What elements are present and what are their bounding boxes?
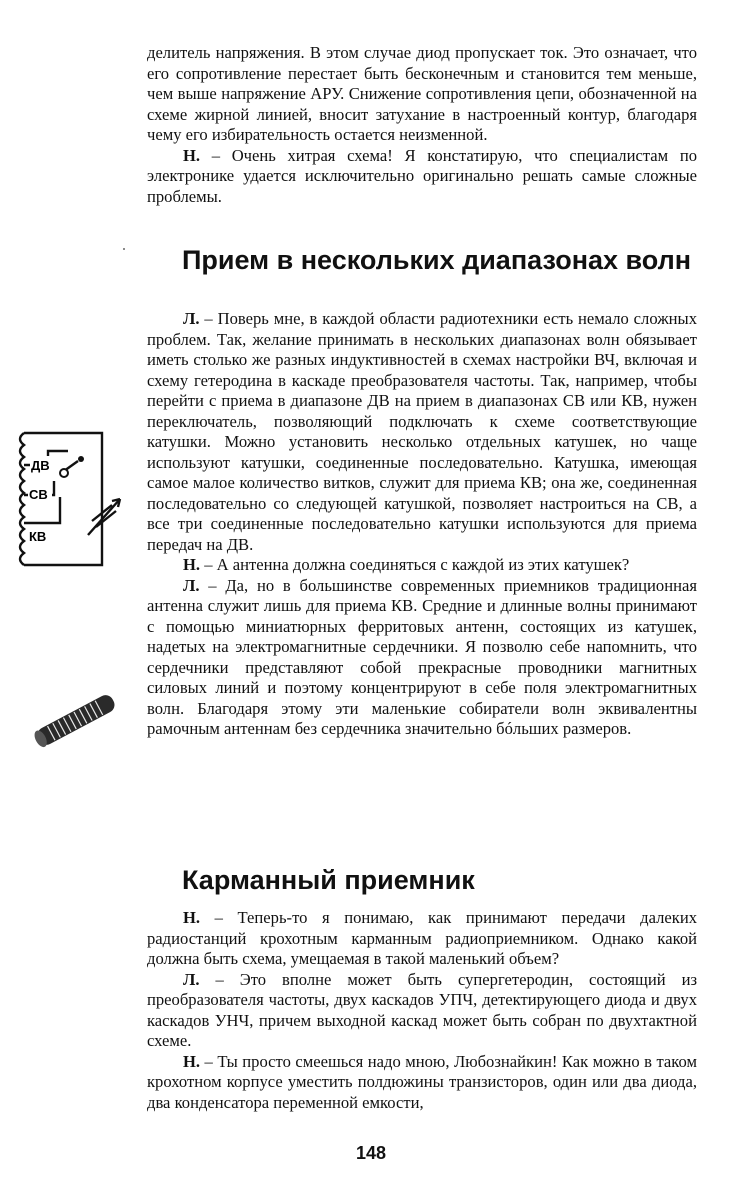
paragraph <box>147 1052 697 1114</box>
paragraph <box>147 576 697 740</box>
paragraph <box>147 309 697 555</box>
speaker-label: Л. <box>183 575 200 595</box>
label-dv: ДВ <box>31 458 50 473</box>
speaker-label: Н. <box>183 555 201 574</box>
paragraph-text: – Это вполне может быть супергетеродин, состоящий из преобразователя частоты, двух каскадов УПЧ, детектирующего диода и двух каскадов УНЧ, причем выходной каскад может быть собран по двухтактной схеме. <box>147 969 697 1050</box>
section-1-heading-block <box>147 246 697 275</box>
paragraph-text: – Теперь-то я понимаю, как принимают передачи далеких радиостанций крохотным карманным радиоприемником. Однако какой должна быть схема, умещаемая в такой маленький объем? <box>147 908 697 968</box>
coil-winding <box>20 433 24 565</box>
label-kv: КВ <box>29 529 47 544</box>
paragraph-text: – Да, но в большинстве современных приемников традиционная антенна служит лишь для приема КВ. Средние и длинные волны принимают с помощью миниатюрных ферритовых антенн, состоящих из катушек, надетых на электромагнитные сердечники. Я позволю себе напомнить, что сердечники представляют собой прекрасные проводники магнитных силовых линий и поэтому концентрируют в себе поля электромагнитных волн. Благодаря этому эти маленькие собиратели волн эквивалентны рамочным антеннам без сердечника значительно бóльших размеров. <box>147 575 697 738</box>
paragraph <box>147 555 697 576</box>
section-heading: Карманный приемник <box>182 865 475 895</box>
speaker-label: Л. <box>183 309 200 328</box>
paragraph <box>147 908 697 970</box>
switch-contact-icon <box>60 469 68 477</box>
intro-block <box>147 43 697 207</box>
print-speck <box>123 248 125 250</box>
speaker-label: Н. <box>183 908 201 927</box>
speaker-label: Н. <box>183 145 201 165</box>
section-1-body <box>147 309 697 740</box>
speaker-label: Н. <box>183 1051 201 1071</box>
paragraph-text: – Очень хитрая схема! Я констатирую, что специалистам по электронике удается исключительно оригинально решать самые сложные проблемы. <box>147 145 697 206</box>
ferrite-antenna-illustration <box>28 690 124 750</box>
paragraph-text: – А антенна должна соединяться с каждой из этих катушек? <box>200 555 630 574</box>
page-number: 148 <box>355 1143 387 1163</box>
paragraph-text: – Ты просто смеешься надо мною, Любознайкин! Как можно в таком крохотном корпусе уместить полдюжины транзисторов, один или два диода, два конденсатора переменной емкости, <box>147 1051 697 1112</box>
section-2-body <box>147 908 697 1113</box>
label-sv: СВ <box>29 487 48 502</box>
switch-pivot-icon <box>78 456 84 462</box>
paragraph <box>147 970 697 1052</box>
capacitor-arrow <box>88 499 120 535</box>
paragraph <box>147 146 697 208</box>
speaker-label: Л. <box>183 969 200 989</box>
ferrite-rod <box>35 692 118 747</box>
section-heading: Прием в нескольких диапазонах волн <box>182 245 692 275</box>
section-2-heading-block <box>147 866 697 895</box>
paragraph-text: – Поверь мне, в каждой области радиотехники есть немало сложных проблем. Так, желание принимать в нескольких диапазонах волн обязывает иметь столько же разных индуктивностей в схемах настройки ВЧ, включая и схему гетеродина в каскаде преобразователя частоты. Так, например, чтобы перейти с приема в диапазоне ДВ на прием в диапазонах СВ или КВ, нужен переключатель, позволяющий подключать к схеме соответствующие катушки. Можно установить несколько отдельных катушек, но чаще используют катушки, соединенные последовательно. Катушка, имеющая самое малое количество витков, служит для приема КВ; она же, соединенная последовательно со следующей катушкой, позволяет настроиться на СВ, а все три соединенные последовательно катушки используются для приема передач на ДВ. <box>147 309 697 554</box>
paragraph: делитель напряжения. В этом случае диод пропускает ток. Это означает, что его сопротивление перестает быть бесконечным и становится тем меньше, чем выше напряжение АРУ. Снижение сопротивления цепи, обозначенной на схеме жирной линией, вносит затухание в настроенный контур, благодаря чему его избирательность остается неизменной. <box>147 43 697 144</box>
coil-switch-schematic <box>8 425 133 575</box>
